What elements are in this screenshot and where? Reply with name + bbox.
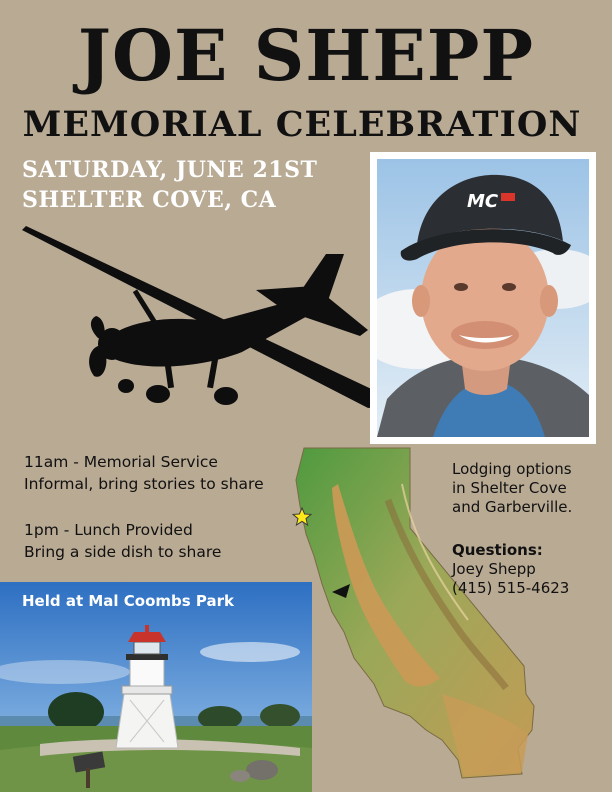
schedule-item-2-note: Bring a side dish to share — [24, 543, 222, 561]
cap-logo: MC — [467, 191, 499, 212]
portrait-image — [377, 159, 589, 437]
lodging-line-2: in Shelter Cove — [452, 479, 567, 497]
airplane-icon — [22, 226, 390, 412]
venue-caption: Held at Mal Coombs Park — [22, 592, 234, 610]
lodging-line-3: and Garberville. — [452, 498, 573, 516]
contact-phone[interactable]: (415) 515-4623 — [452, 579, 570, 597]
contact-name: Joey Shepp — [452, 560, 536, 578]
event-subtitle: MEMORIAL CELEBRATION — [22, 104, 582, 145]
portrait-photo — [370, 152, 596, 444]
page-title: JOE SHEPP — [77, 14, 535, 97]
park-photo — [0, 582, 312, 792]
event-date: SATURDAY, JUNE 21ST — [22, 157, 318, 183]
event-location: SHELTER COVE, CA — [22, 187, 277, 213]
schedule-item-1-time: 11am - Memorial Service — [24, 453, 218, 471]
lodging-line-1: Lodging options — [452, 460, 572, 478]
schedule-item-1-note: Informal, bring stories to share — [24, 475, 264, 493]
questions-heading: Questions: — [452, 541, 543, 559]
schedule-item-2-time: 1pm - Lunch Provided — [24, 521, 193, 539]
